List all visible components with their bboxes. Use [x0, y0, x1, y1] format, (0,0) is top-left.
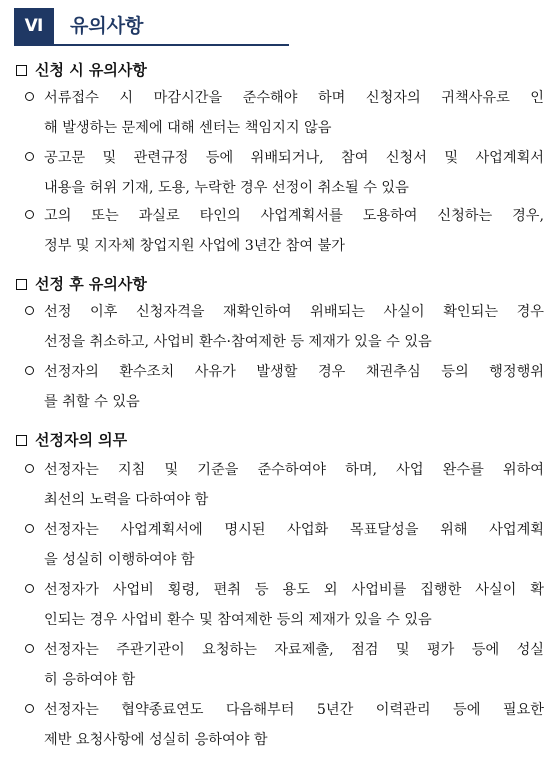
circle-bullet-icon — [22, 358, 36, 386]
item-line: 을 성실히 이행하여야 함 — [44, 552, 195, 568]
item-line: 를 취할 수 있음 — [44, 394, 140, 410]
item-line: 선정 이후 신청자격을 재확인하여 위배되는 사실이 확인되는 경우 — [44, 304, 544, 320]
section-heading — [16, 58, 147, 82]
circle-bullet-icon — [22, 298, 36, 326]
chapter-title: 유의사항 — [70, 15, 144, 37]
circle-bullet-icon — [22, 636, 36, 664]
item-line: 최선의 노력을 다하여야 함 — [44, 492, 209, 508]
item-line: 인되는 경우 사업비 환수 및 참여제한 등의 제재가 있을 수 있음 — [44, 612, 432, 628]
chapter-number: Ⅵ — [14, 8, 54, 44]
section-heading — [16, 428, 127, 452]
item-line: 제반 요청사항에 성실히 응하여야 함 — [44, 732, 268, 748]
chapter-header — [14, 8, 289, 46]
item-line: 서류접수 시 마감시간을 준수해야 하며 신청자의 귀책사유로 인 — [44, 90, 544, 106]
item-line: 선정자는 지침 및 기준을 준수하여야 하며, 사업 완수를 위하여 — [44, 462, 544, 478]
circle-bullet-icon — [22, 144, 36, 172]
checkbox-square-icon — [16, 435, 27, 446]
item-line: 내용을 허위 기재, 도용, 누락한 경우 선정이 취소될 수 있음 — [44, 180, 409, 196]
item-line: 선정자는 사업계획서에 명시된 사업화 목표달성을 위해 사업계획 — [44, 522, 544, 538]
section-heading-text: 선정 후 유의사항 — [35, 275, 147, 293]
item-line: 해 발생하는 문제에 대해 센터는 책임지지 않음 — [44, 120, 332, 136]
checkbox-square-icon — [16, 65, 27, 76]
item-line: 선정자는 협약종료연도 다음해부터 5년간 이력관리 등에 필요한 — [44, 702, 544, 718]
circle-bullet-icon — [22, 696, 36, 724]
section-heading — [16, 272, 147, 296]
item-line: 선정자가 사업비 횡령, 편취 등 용도 외 사업비를 집행한 사실이 확 — [44, 582, 544, 598]
section-heading-text: 선정자의 의무 — [35, 431, 128, 449]
item-line: 선정을 취소하고, 사업비 환수·참여제한 등 제재가 있을 수 있음 — [44, 334, 432, 350]
circle-bullet-icon — [22, 576, 36, 604]
item-line: 정부 및 지자체 창업지원 사업에 3년간 참여 불가 — [44, 238, 345, 254]
item-line: 선정자의 환수조치 사유가 발생할 경우 채권추심 등의 행정행위 — [44, 364, 544, 380]
section-heading-text: 신청 시 유의사항 — [35, 61, 147, 79]
item-line: 공고문 및 관련규정 등에 위배되거나, 참여 신청서 및 사업계획서 — [44, 150, 544, 166]
item-line: 히 응하여야 함 — [44, 672, 136, 688]
checkbox-square-icon — [16, 279, 27, 290]
item-line: 선정자는 주관기관이 요청하는 자료제출, 점검 및 평가 등에 성실 — [44, 642, 544, 658]
circle-bullet-icon — [22, 456, 36, 484]
circle-bullet-icon — [22, 516, 36, 544]
item-line: 고의 또는 과실로 타인의 사업계획서를 도용하여 신청하는 경우, — [44, 208, 544, 224]
circle-bullet-icon — [22, 84, 36, 112]
circle-bullet-icon — [22, 202, 36, 230]
